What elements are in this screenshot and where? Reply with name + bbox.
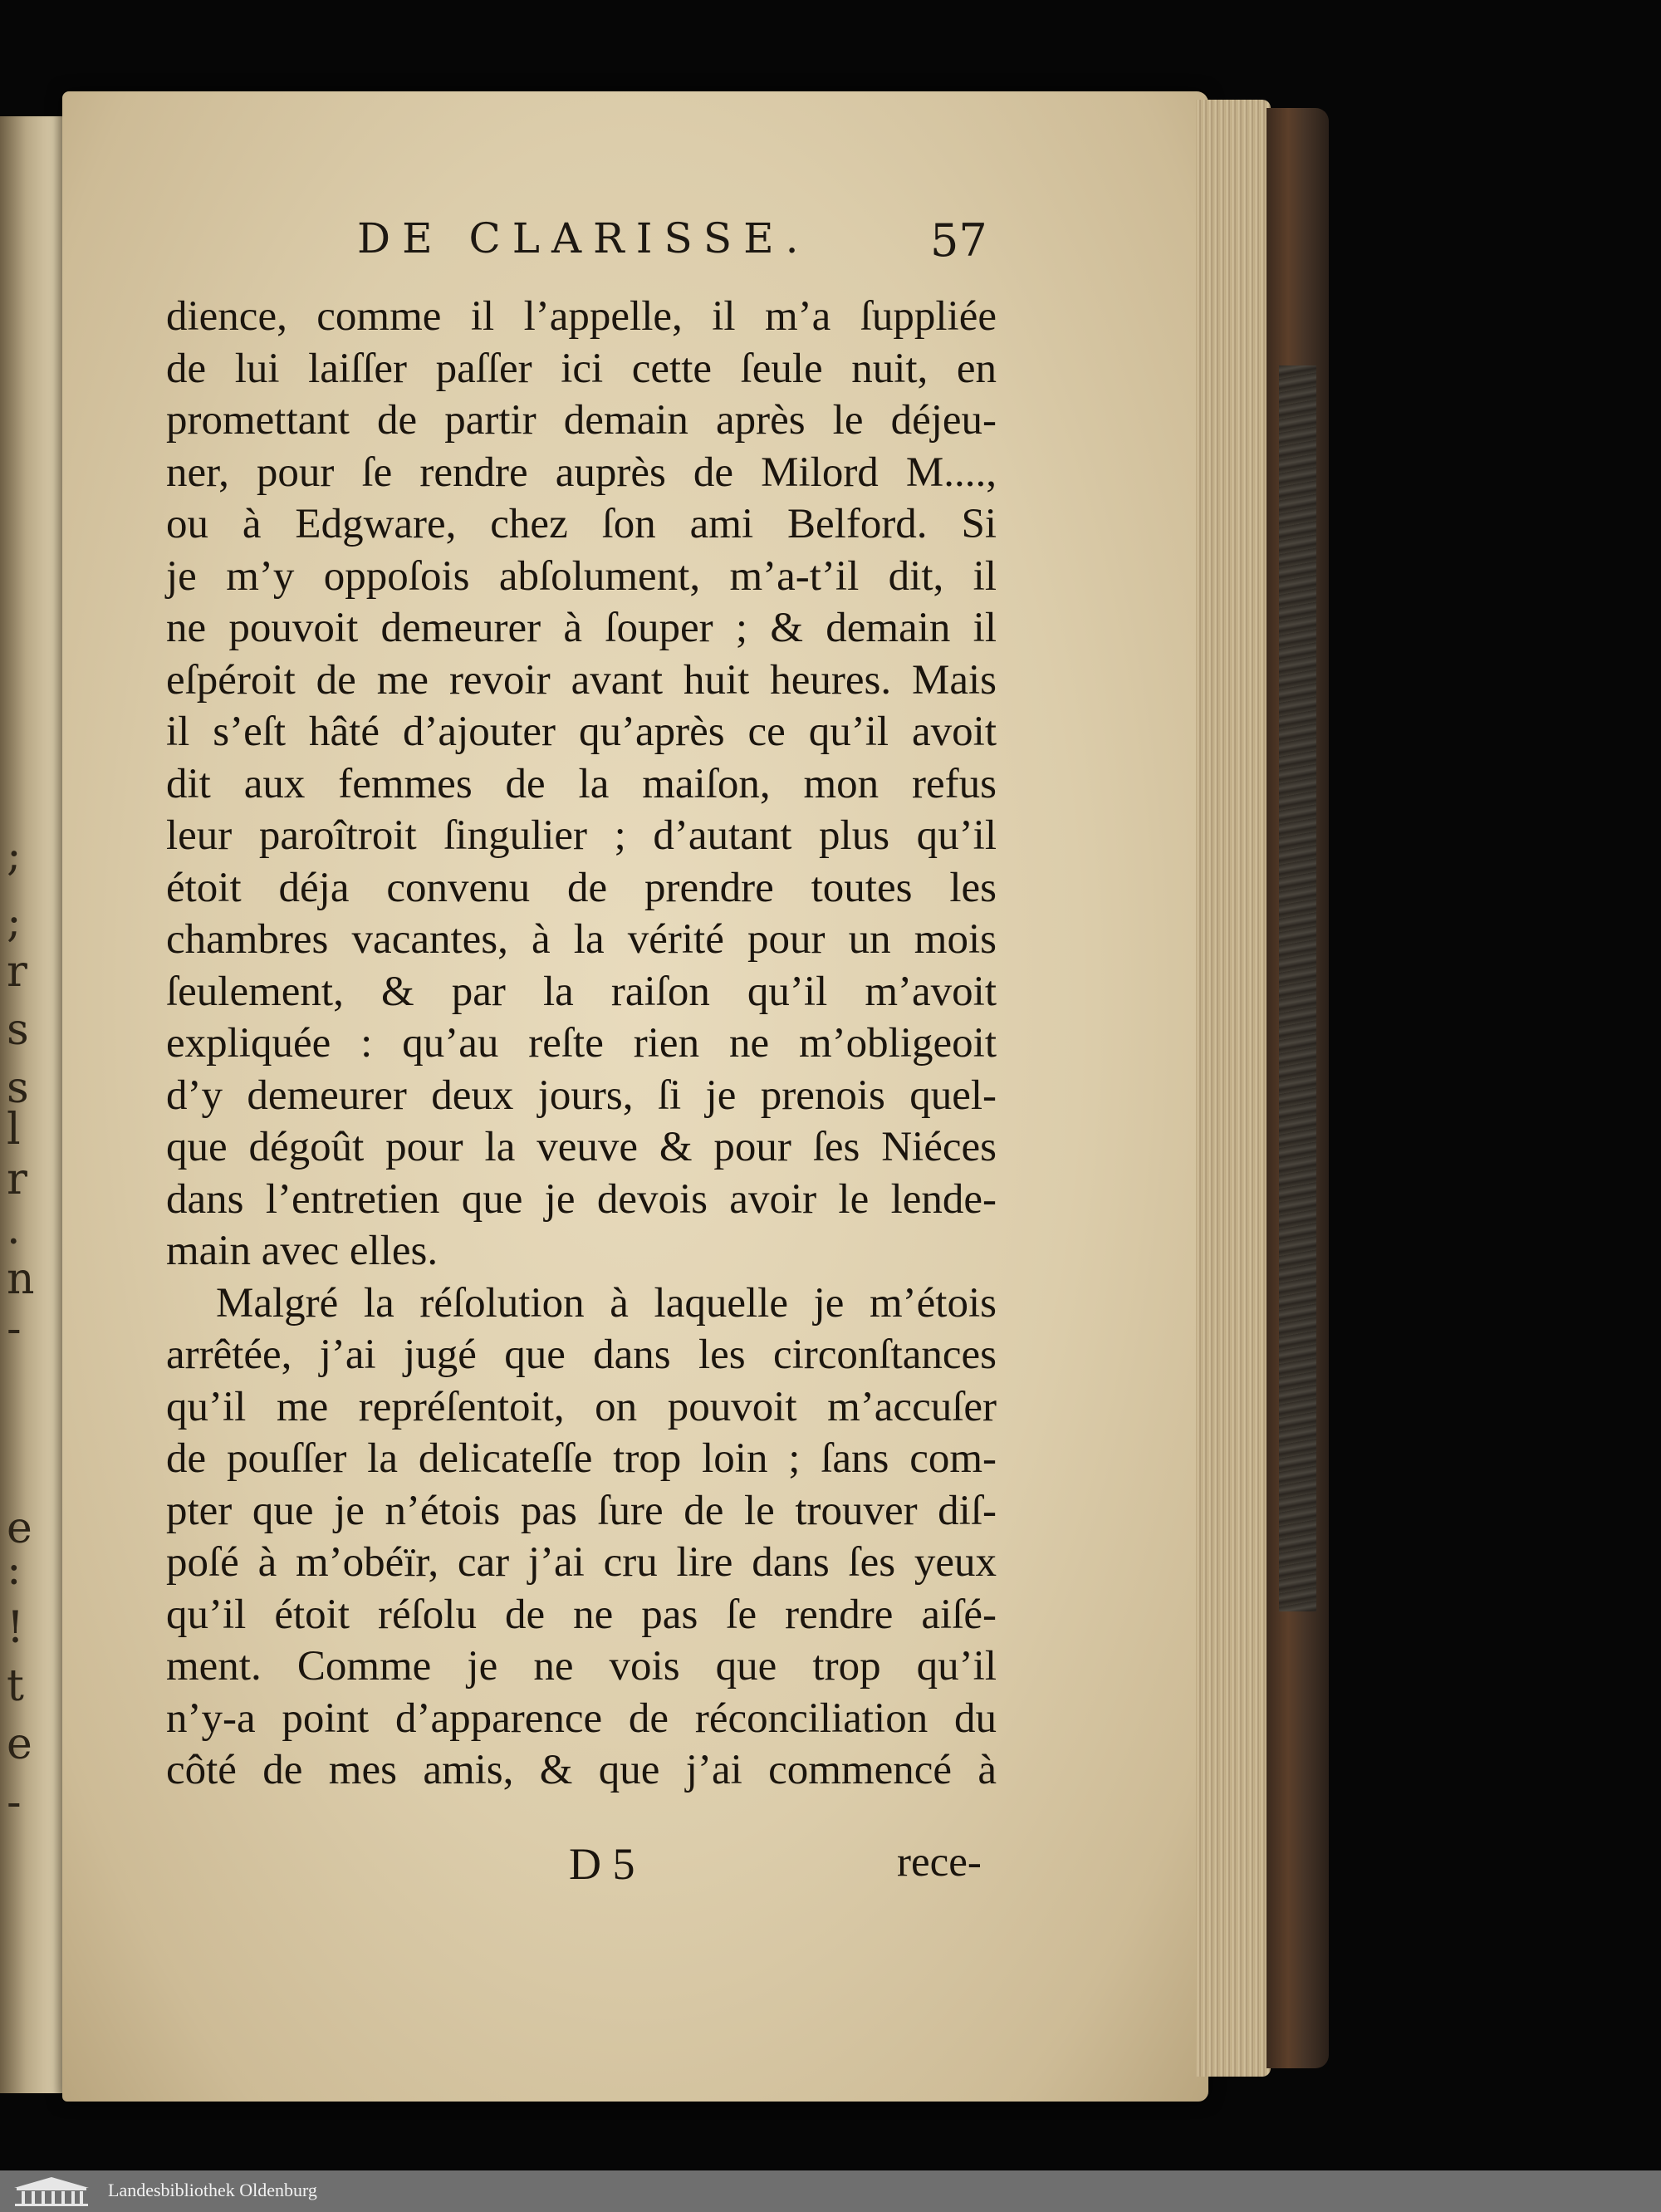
footer-label: Landesbibliothek Oldenburg xyxy=(108,2180,317,2200)
cover-marbling xyxy=(1279,365,1316,1611)
text-line: il s’eſt hâté d’ajouter qu’après ce qu’il avoit xyxy=(166,709,997,755)
text-line: ne pouvoit demeurer à ſouper ; & demain il xyxy=(166,605,997,651)
text-line: qu’il étoit réſolu de ne pas ſe rendre aiſé- xyxy=(166,1591,997,1638)
text-line: arrêtée, j’ai jugé que dans les circonſtances xyxy=(166,1332,997,1378)
page-fore-edge xyxy=(1196,100,1271,2077)
text-line: qu’il me repréſentoit, on pouvoit m’accuſer xyxy=(166,1383,997,1430)
text-line: chambres vacantes, à la vérité pour un mois xyxy=(166,916,997,963)
catchword: rece- xyxy=(897,1839,982,1886)
body-text xyxy=(166,291,997,1797)
text-line: ſeulement, & par la raiſon qu’il m’avoit xyxy=(166,968,997,1015)
text-line: de pouſſer la delicateſſe trop loin ; ſans com- xyxy=(166,1435,997,1482)
text-line: n’y-a point d’apparence de réconciliation du xyxy=(166,1695,997,1742)
text-line: main avec elles. xyxy=(166,1228,439,1274)
text-line: poſé à m’obéïr, car j’ai cru lire dans ſes yeux xyxy=(166,1539,997,1586)
text-line: d’y demeurer deux jours, ſi je prenois quel- xyxy=(166,1072,997,1119)
text-line: étoit déja convenu de prendre toutes les xyxy=(166,864,997,911)
text-line: Malgré la réſolution à laquelle je m’étois xyxy=(216,1279,997,1327)
left-margin-marks: ; ; r s s l r . n - e : ! t e - xyxy=(7,831,35,1827)
text-line: côté de mes amis, & que j’ai commencé à xyxy=(166,1747,997,1793)
text-line: ou à Edgware, chez ſon ami Belford. Si xyxy=(166,501,997,547)
text-line: dit aux femmes de la maiſon, mon refus xyxy=(166,760,997,807)
text-line: leur paroîtroit ſingulier ; d’autant plus qu’il xyxy=(166,812,997,859)
text-line: je m’y oppoſois abſolument, m’a-t’il dit, il xyxy=(166,552,997,600)
text-line: dience, comme il l’appelle, il m’a ſuppliée xyxy=(166,293,997,340)
signature-mark: D 5 xyxy=(569,1839,635,1889)
text-line: ment. Comme je ne vois que trop qu’il xyxy=(166,1643,997,1690)
text-line: ner, pour ſe rendre auprès de Milord M...., xyxy=(166,449,997,496)
text-line: eſpéroit de me revoir avant huit heures. Mais xyxy=(166,656,997,704)
text-line: promettant de partir demain après le déjeu- xyxy=(166,397,997,444)
text-line: de lui laiſſer paſſer ici cette ſeule nuit, en xyxy=(166,345,997,392)
text-line: expliquée : qu’au reſte rien ne m’obligeoit xyxy=(166,1020,997,1067)
text-line: pter que je n’étois pas ſure de le trouver diſ- xyxy=(166,1487,997,1534)
running-head: DE CLARISSE. xyxy=(357,214,811,262)
library-building-icon xyxy=(10,2175,93,2208)
text-line: que dégoût pour la veuve & pour ſes Niéces xyxy=(166,1124,997,1170)
page-number: 57 xyxy=(930,214,987,267)
text-line: dans l’entretien que je devois avoir le lende- xyxy=(166,1175,997,1223)
